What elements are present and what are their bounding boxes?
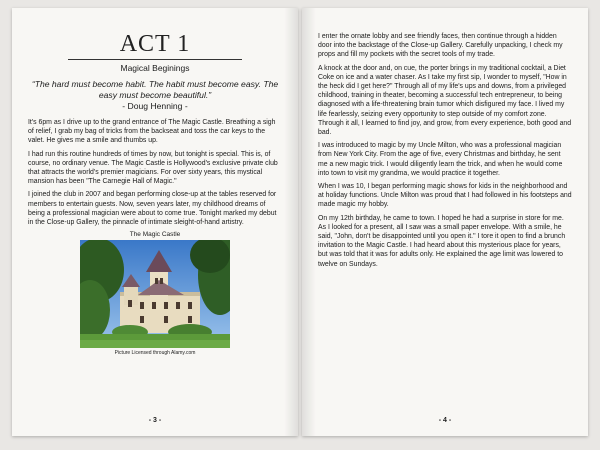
page-number: - 3 -: [148, 417, 162, 424]
epigraph-attribution: - Doug Henning -: [122, 101, 188, 111]
paragraph: A knock at the door and, on cue, the porter brings in my traditional cocktail, a Diet Coke on ice and a water chaser. As I take my first sip, I wonder to myself, "How in the heck did I get here?" Through all of my life's ups and downs, from a privileged childhood, training in theater, becoming a successful tech entrepreneur, to being diagnosed with a life-threatening brain tumor which disfigured my face. I lived my life fearlessly, seizing every opportunity to step outside of my comfort zone. Through it all, I learned to find joy, and grow, from every experience, both good and bad.: [318, 64, 572, 137]
chapter-subtitle: Magical Beginings: [120, 63, 190, 73]
act-title: ACT 1: [119, 31, 191, 57]
paragraph: I had run this routine hundreds of times by now, but tonight is special. This is, of course, no ordinary venue. The Magic Castle is Hollywood's exclusive private club that attracts the world's premier magicians. For over sixty years, this mystical mansion has been "The Carnegie Hall of Magic.": [28, 150, 278, 186]
paragraph: I joined the club in 2007 and began performing close-up at the tables reserved for members to entertain guests. Now, seven years later, my childhood dreams of being a professional magician were about to come true. Tonight marked my debut in the Close-up Gallery, the pinnacle of intimate sleight-of-hand artistry.: [28, 191, 277, 227]
left-page-content: [28, 18, 282, 356]
title-divider: [68, 59, 242, 60]
paragraph: It's 6pm as I drive up to the grand entrance of The Magic Castle. Breathing a sigh of relief, I grab my bag of tricks from the backseat and toss the car keys to the valet. He gives me a smile and thumbs up.: [28, 119, 276, 145]
epigraph-quote: “The hard must become habit. The habit must become easy. The easy must become beautiful.”: [31, 79, 279, 100]
image-credit: Picture Licensed through Alamy.com: [114, 350, 196, 357]
magic-castle-photo: [80, 240, 230, 348]
right-page-content: [318, 32, 572, 273]
paragraph: I was introduced to magic by my Uncle Milton, who was a professional magician from New York City. From the age of five, every Christmas and birthday, he sent me a new magic trick. I would diligently learn the trick, and when he would come into town to visit my grandma, we would practice it together.: [318, 142, 563, 177]
right-page: [302, 8, 588, 436]
paragraph: When I was 10, I began performing magic shows for kids in the neighborhood and at holiday functions. Uncle Milton was proud that I had followed in his footsteps and made magic my hobby.: [318, 183, 572, 209]
image-caption: The Magic Castle: [129, 231, 181, 239]
left-page: [12, 8, 298, 436]
paragraph: On my 12th birthday, he came to town. I hoped he had a surprise in store for me. As I looked for a present, all I saw was a small paper envelope. With a smile, he said, "John, don't be disappointed until you open it." I tore it open to find a brunch invitation to the Magic Castle. I had heard about this mysterious place for years, but was told that it was for adults only. He explained the age limit was lowered to twelve on Sundays.: [318, 214, 566, 268]
page-number: - 4 -: [438, 417, 452, 424]
paragraph: I enter the ornate lobby and see friendly faces, then continue through a hidden door into the backstage of the Close-up Gallery. Carefully unpacking, I check my props and fill my pockets with the secret tools of my trade.: [318, 33, 563, 59]
